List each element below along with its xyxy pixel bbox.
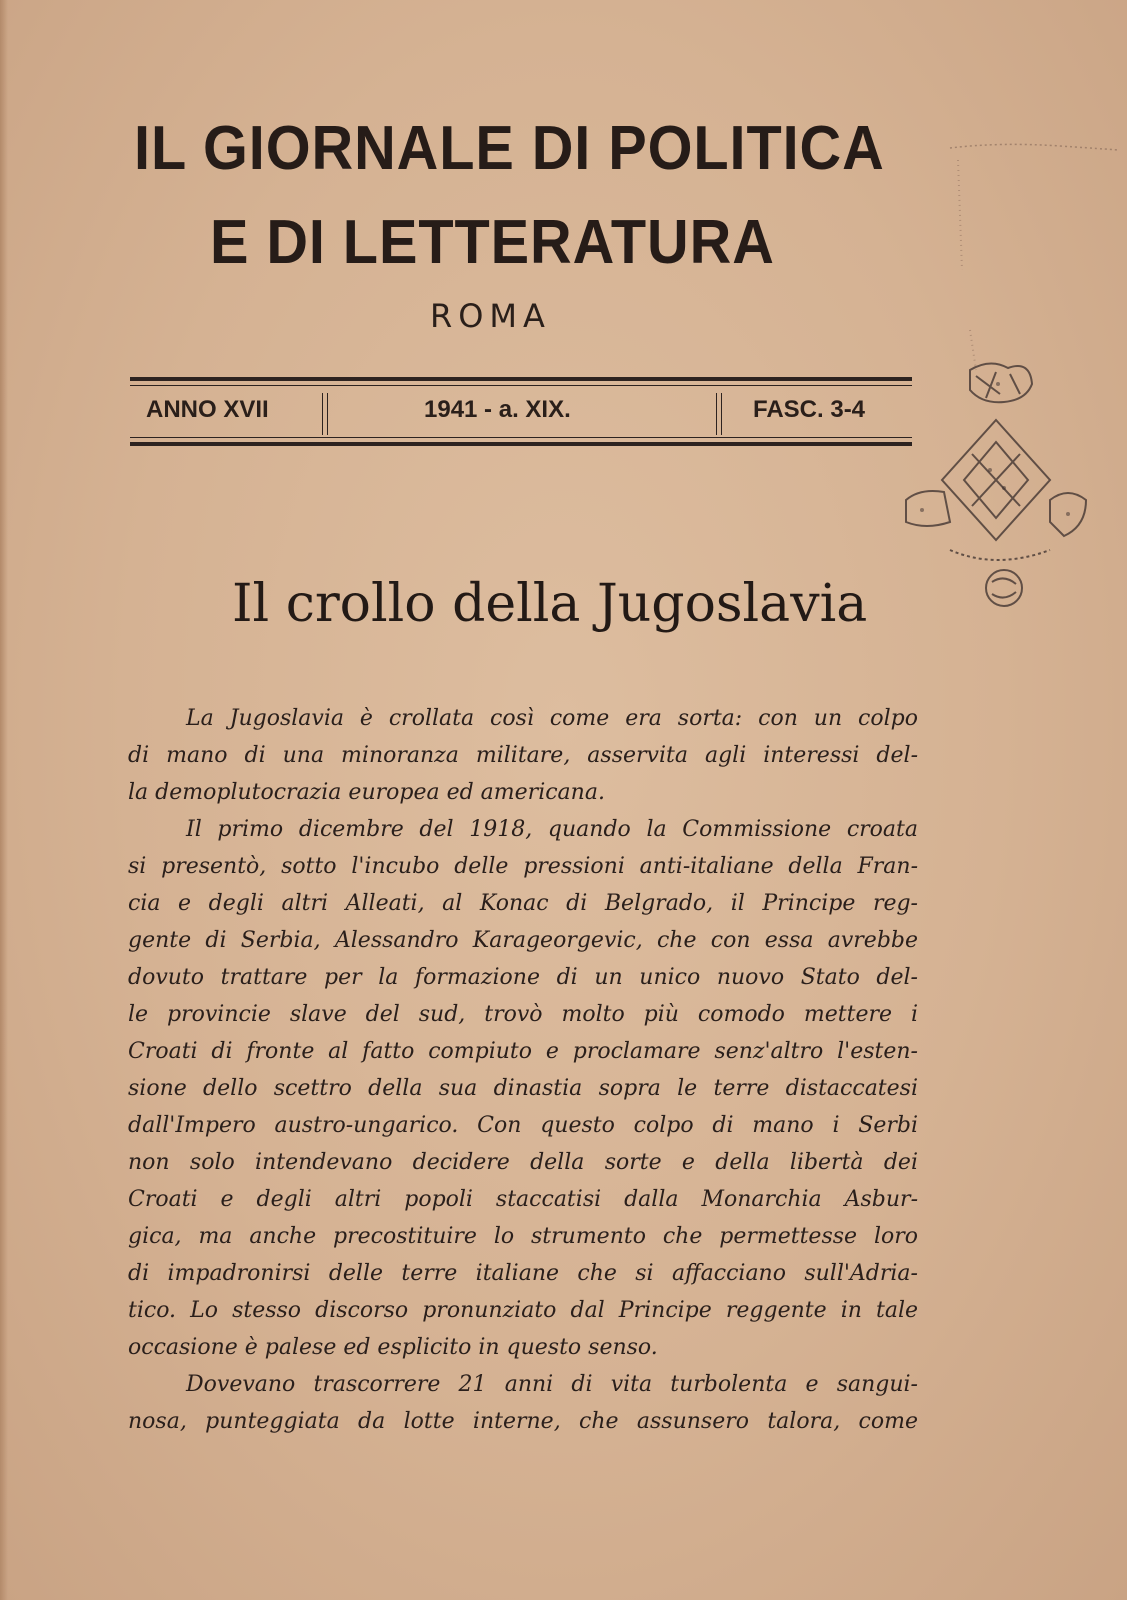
article-line: di mano di una minoranza militare, asservita agli interessi del- (128, 743, 918, 768)
article-line: non solo intendevano decidere della sorte e della libertà dei (128, 1150, 918, 1175)
rule-bottom-thin (130, 437, 912, 438)
article-line: cia e degli altri Alleati, al Konac di Belgrado, il Principe reg- (128, 891, 918, 916)
article-line: sione dello scettro della sua dinastia sopra le terre distaccatesi (128, 1076, 918, 1101)
article-line: nosa, punteggiata da lotte interne, che assunsero talora, come (128, 1409, 918, 1434)
ink-offset-trace (940, 120, 1120, 380)
info-separator (322, 393, 328, 435)
article-line: Il primo dicembre del 1918, quando la Commissione croata (186, 817, 918, 842)
article-line: La Jugoslavia è crollata così come era sorta: con un colpo (186, 706, 918, 731)
rule-top-thick (130, 377, 912, 381)
article-line: occasione è palese ed esplicito in questo senso. (128, 1335, 658, 1360)
article-title: Il crollo della Jugoslavia (232, 574, 868, 634)
article-line: di impadronirsi delle terre italiane che si affacciano sull'Adria- (128, 1261, 918, 1286)
article-line: si presentò, sotto l'incubo delle pressioni anti-italiane della Fran- (128, 854, 918, 879)
article-line: dall'Impero austro-ungarico. Con questo colpo di mano i Serbi (128, 1113, 918, 1138)
masthead-title-line2: E DI LETTERATURA (210, 208, 775, 277)
rule-top-thin (130, 385, 912, 386)
article-line: le provincie slave del sud, trovò molto più comodo mettere i (128, 1002, 918, 1027)
library-stamp-seal (900, 350, 1100, 640)
article-line: la demoplutocrazia europea ed americana. (128, 780, 605, 805)
article-line: dovuto trattare per la formazione di un unico nuovo Stato del- (128, 965, 918, 990)
article-line: Croati e degli altri popoli staccatisi dalla Monarchia Asbur- (128, 1187, 918, 1212)
page-edge-shadow (0, 0, 8, 1600)
article-line: Croati di fronte al fatto compiuto e proclamare senz'altro l'esten- (128, 1039, 918, 1064)
rule-bottom-thick (130, 442, 912, 446)
article-line: Dovevano trascorrere 21 anni di vita turbolenta e sangui- (186, 1372, 918, 1397)
info-separator (716, 393, 722, 435)
masthead-city: ROMA (430, 297, 551, 335)
article-line: gica, ma anche precostituire lo strumento che permettesse loro (128, 1224, 918, 1249)
issue-date: 1941 - a. XIX. (424, 396, 571, 423)
masthead-title-line1: IL GIORNALE DI POLITICA (134, 114, 885, 183)
article-line: gente di Serbia, Alessandro Karageorgevic, che con essa avrebbe (128, 928, 918, 953)
issue-fascicle: FASC. 3-4 (753, 396, 866, 423)
issue-year-volume: ANNO XVII (146, 396, 269, 423)
article-line: tico. Lo stesso discorso pronunziato dal Principe reggente in tale (128, 1298, 918, 1323)
